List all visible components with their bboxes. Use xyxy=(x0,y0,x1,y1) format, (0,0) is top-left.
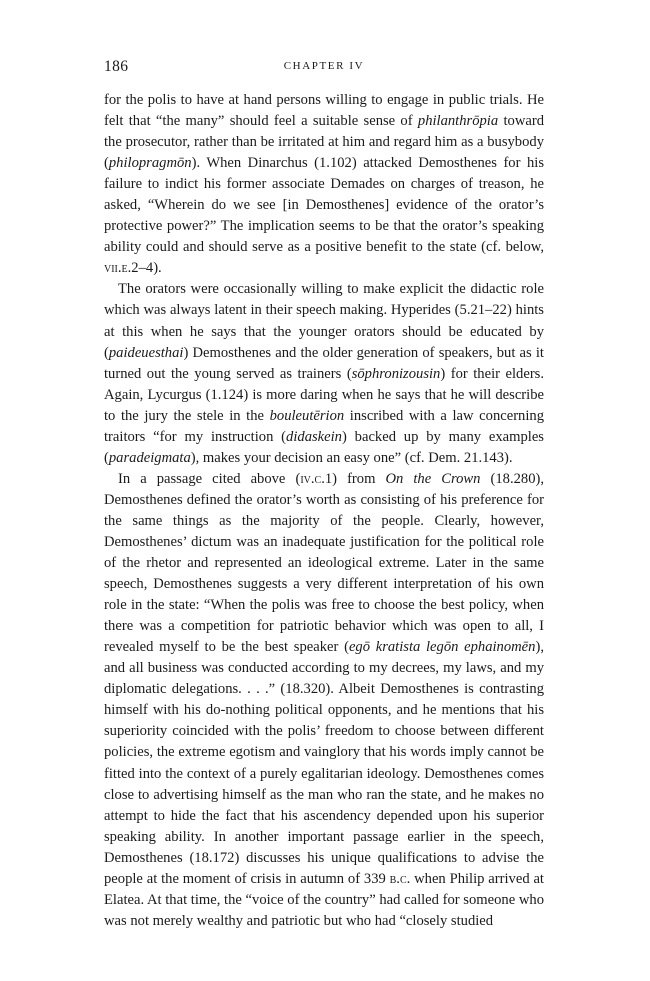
italic-term: paradeigmata xyxy=(108,449,191,466)
italic-term: philopragmōn xyxy=(108,155,192,172)
italic-term: bouleutērion xyxy=(269,407,345,424)
text-run: ), and all business was conducted according to my decrees, my laws, and my diplomatic delegations. . . .” (18.320). Albeit Demosthenes is contrasting himself with his do-nothing political opponents, and he mentions that his superiority coincided with the polis’ freedom to choose between different policies, the extreme egotism and vainglory that his words imply cannot be fitted into the context of a purely egalitarian ideology. Demosthenes comes close to advertising himself as the man who ran the state, and he makes no attempt to hide the fact that his ascendency depended upon his superior speaking ability. In another important passage earlier in the speech, Demosthenes (18.172) discusses his unique qualifications to advise the people at the moment of crisis in autumn of 339 xyxy=(104,639,544,887)
italic-term: paideuesthai xyxy=(108,344,184,361)
text-run: ) Demosthenes and the older generation of speakers, but as it turned out the young served as trainers ( xyxy=(104,344,544,382)
text-run: ). xyxy=(153,260,162,277)
small-caps-reference: iv.c.1 xyxy=(300,470,333,487)
paragraph-3 xyxy=(104,469,544,932)
paragraph-1 xyxy=(104,90,544,279)
text-run: for the polis to have at hand persons willing to engage in public trials. He felt that “the many” should feel a suitable sense of xyxy=(104,92,544,130)
text-run: The orators were occasionally willing to make explicit the didactic role which was always latent in their speech making. Hyperides (5.21–22) hints at this when he says that the younger orators should be educated by ( xyxy=(104,281,544,361)
italic-term: philanthrōpia xyxy=(417,113,499,130)
italic-term: didaskein xyxy=(286,428,342,445)
small-caps-reference: b.c. xyxy=(389,870,411,887)
running-head: CHAPTER IV xyxy=(283,60,365,72)
italic-term: egō kratista legōn ephainomēn xyxy=(348,639,536,656)
text-run: ) from xyxy=(332,470,386,487)
text-run: ), makes your decision an easy one” (cf. Dem. 21.143). xyxy=(190,449,513,466)
italic-term: On the Crown xyxy=(385,470,481,487)
body-text xyxy=(104,90,544,932)
text-run: when Philip arrived at Elatea. At that time, the “voice of the country” had called for someone who was not merely wealthy and patriotic but who had “closely studied xyxy=(104,870,544,929)
paragraph-2 xyxy=(104,279,544,468)
text-run: (18.280), Demosthenes defined the orator’s worth as consisting of his preference for the same things as the majority of the people. Clearly, however, Demosthenes’ dictum was an inadequate justification for the political role of the rhetor and represented an ideological extreme. Later in the same speech, Demosthenes suggests a very different interpretation of his own role in the state: “When the polis was free to choose the best policy, when there was a competition for patriotic behavior which was open to all, I revealed myself to be the best speaker ( xyxy=(104,470,545,656)
text-run: toward the prosecutor, rather than be irritated at him and regard him as a busybody ( xyxy=(104,113,544,172)
page-header xyxy=(104,58,544,78)
text-run: ) backed up by many examples ( xyxy=(104,428,544,466)
italic-term: sōphronizousin xyxy=(351,365,441,382)
text-run: inscribed with a law concerning traitors “for my instruction ( xyxy=(104,407,544,445)
text-run: ). When Dinarchus (1.102) attacked Demosthenes for his failure to indict his former associate Demades on charges of treason, he asked, “Wherein do we see [in Demosthenes] evidence of the orator’s protective power?” The implication seems to be that the orator’s speaking ability could and should serve as a positive benefit to the state (cf. below, xyxy=(104,155,544,256)
small-caps-reference: vii.e.2–4 xyxy=(104,260,154,277)
text-run: In a passage cited above ( xyxy=(118,470,301,487)
text-run: ) for their elders. Again, Lycurgus (1.124) is more daring when he says that he will describe to the jury the stele in the xyxy=(104,365,545,424)
page-number: 186 xyxy=(104,58,129,75)
